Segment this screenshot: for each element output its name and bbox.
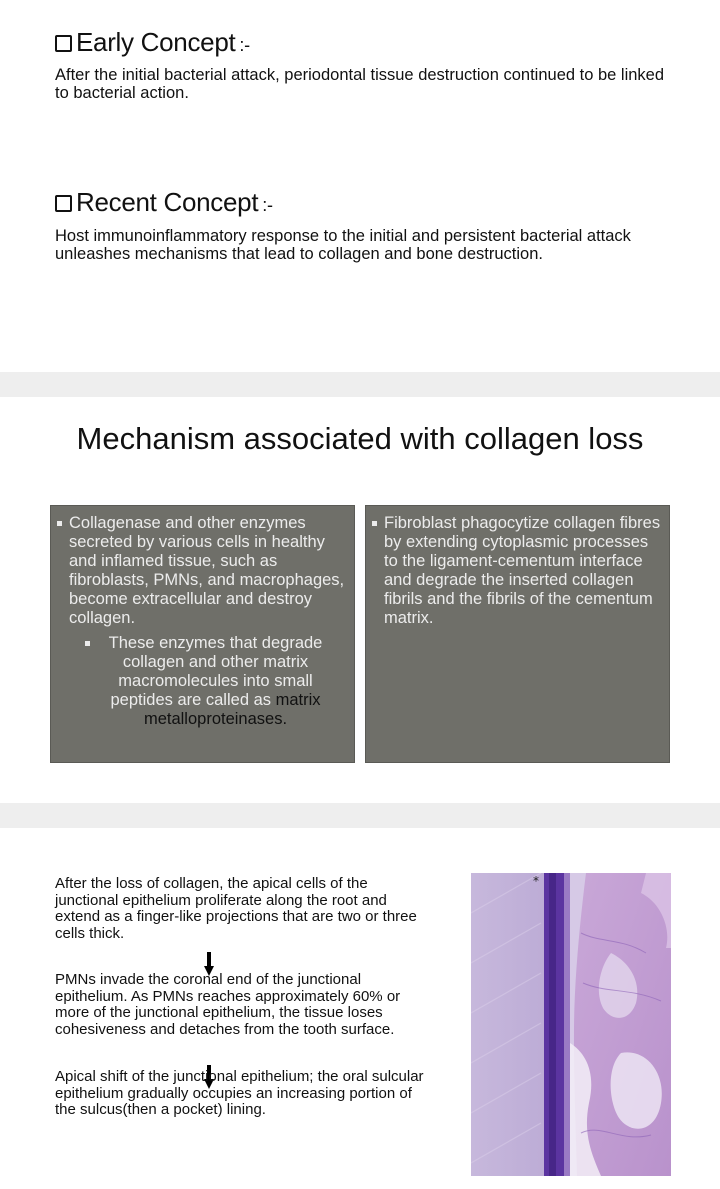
- slide-concepts: [0, 0, 720, 372]
- mechanism-title: Mechanism associated with collagen loss: [76, 421, 644, 456]
- recent-concept-suffix: :-: [262, 195, 273, 215]
- recent-concept-heading: [55, 187, 273, 218]
- mmp-sub-bullet-text: These enzymes that degrade collagen and other matrix macromolecules into small peptides are called as: [108, 634, 323, 709]
- fibroblast-bullet-text: Fibroblast phagocytize collagen fibres by extending cytoplasmic processes to the ligament-cementum interface and degrade the inserted collagen fibrils and the fibrils of the cementum matrix.: [384, 514, 661, 627]
- collagenase-bullet: [69, 514, 351, 628]
- image-marker: *: [533, 874, 539, 888]
- collagenase-bullet-text: Collagenase and other enzymes secreted by various cells in healthy and inflamed tissue, such as fibroblasts, PMNs, and macrophages, become extracellular and destroy collagen.: [69, 514, 345, 627]
- right-content-panel: [365, 505, 670, 763]
- early-concept-suffix: :-: [239, 35, 250, 55]
- left-content-panel: [50, 505, 355, 763]
- mmp-term: matrix metalloproteinases.: [143, 691, 321, 728]
- histology-micrograph: [471, 873, 671, 1176]
- early-concept-text: After the initial bacterial attack, periodontal tissue destruction continued to be linked to bacterial action.: [55, 66, 665, 102]
- square-bullet-icon: [57, 521, 62, 526]
- slide-mechanism: [0, 397, 720, 803]
- recent-concept-title: Recent Concept: [76, 187, 259, 217]
- mmp-sub-bullet: [93, 634, 338, 729]
- fibroblast-bullet: [384, 514, 666, 628]
- slide-separator: [0, 372, 720, 397]
- early-concept-heading: [55, 27, 250, 58]
- early-concept-title: Early Concept: [76, 27, 236, 57]
- square-bullet-icon: [85, 641, 90, 646]
- checkbox-bullet-icon: [55, 195, 72, 212]
- recent-concept-text: Host immunoinflammatory response to the initial and persistent bacterial attack unleashes mechanisms that lead to collagen and bone destruction.: [55, 227, 631, 263]
- step-3-text: Apical shift of the junctional epithelium; the oral sulcular epithelium gradually occupies an increasing portion of the sulcus(then a pocket) lining.: [55, 1068, 424, 1118]
- slide-separator: [0, 803, 720, 828]
- slide-epithelium-progression: [0, 828, 720, 1189]
- checkbox-bullet-icon: [55, 35, 72, 52]
- square-bullet-icon: [372, 521, 377, 526]
- step-1-text: After the loss of collagen, the apical cells of the junctional epithelium proliferate along the root and extend as a finger-like projections that are two or three cells thick.: [55, 875, 417, 942]
- step-2-text: PMNs invade the coronal end of the junctional epithelium. As PMNs reaches approximately 60% or more of the junctional epithelium, the tissue loses cohesiveness and detaches from the tooth surface.: [55, 971, 401, 1038]
